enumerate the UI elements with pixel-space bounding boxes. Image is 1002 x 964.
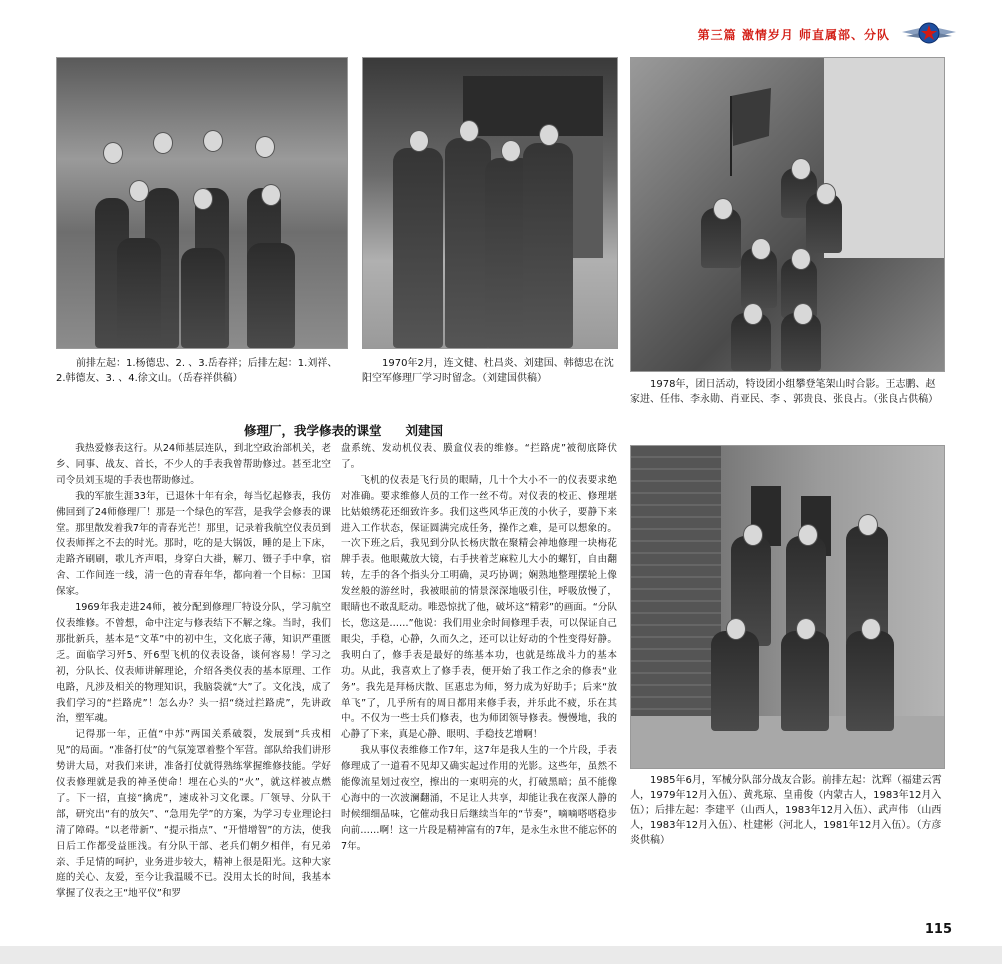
section-header-title: 第三篇 激情岁月 师直属部、分队 [697, 28, 890, 42]
photo-3-caption: 1978年，团日活动，特设团小组攀登笔架山时合影。王志鹏、赵家进、任伟、李永勋、肖亚民、李 、郭贵良、张良占。（张良占供稿） [630, 379, 939, 405]
article-paragraph: 盘系统、发动机仪表、膜盒仪表的维修。“拦路虎”被彻底降伏了。 [341, 443, 617, 470]
article-column-2 [341, 441, 617, 855]
article-title: 修理厂，我学修表的课堂 [244, 423, 382, 438]
page-bottom-margin [0, 946, 1002, 964]
photo-four-soldiers-gate [362, 57, 618, 349]
article-paragraph: 我的军旅生涯33年，已退休十年有余，每当忆起修表，我仿佛回到了24师修理厂！那是一个绿色的军营，是我学会修表的课堂。那里散发着我7年的青春光芒！那里，记录着我航空仪表员到仪表师挥之不去的时光。那时，吃的是大锅饭，睡的是上下床，走路齐刷刷，歌儿齐声唱，身穿白大褂，解刀、镊子手中拿，宿舍、工作间连一线，清一色的青春年华，都向着一个目标：卫国保家。 [56, 490, 331, 598]
article-paragraph: 我热爱修表这行。从24师基层连队，到北空政治部机关，老乡、同事、战友、首长，不少人的手表我曾帮助修过。甚至北空司令员刘玉堤的手表也帮助修过。 [56, 443, 331, 486]
photo-2-caption: 1970年2月，连文健、杜昌炎、刘建国、韩德忠在沈阳空军修理厂学习时留念。（刘建国供稿） [362, 358, 614, 384]
article-paragraph: 1969年我走进24师，被分配到修理厂特设分队，学习航空仪表维修。不曾想，命中注定与修表结下不解之缘。当时，我们那批新兵，基本是“文革”中的初中生，文化底子薄，知识严重匮乏。面临学习歼5、歼6型飞机的仪表设备，谈何容易！学习之初，分队长、仪表师讲解理论，介绍各类仪表的基本原理、工作电路，凡涉及相关的物理知识，我脑袋就“大”了。文化浅，成了我们学习的“拦路虎”！怎么办？头一招“绕过拦路虎”，先讲政治，塑军魂。 [56, 602, 331, 725]
photo-4-caption: 1985年6月，军械分队部分战友合影。前排左起：沈辉（福建云霄人，1979年12月入伍）、黄兆琼、皇甫俊（内蒙古人，1983年12月入伍）；后排左起：李建平（山西人，1983年12月入伍）、武声伟 （山西人，1983年12月入伍）、杜建彬（河北人，1981年12月入伍）。（方彦炎供稿） [630, 775, 942, 846]
photo-ordnance-group [630, 445, 945, 769]
article-paragraph: 记得那一年，正值“中苏”两国关系破裂，发展到“兵戎相见”的局面。“准备打仗”的气氛笼罩着整个军营。部队给我们讲形势讲大局，对我们来讲，准备打仗就得熟练掌握维修技能。学好仪表修理就是我的神圣使命！埋在心头的“火”，就这样被点燃了。下一招，直接“擒虎”，速成补习文化课。厂领导、分队干部，研究出“有的放矢”、“急用先学”的方案，为学习专业理论扫清了障碍。“以老带新”、“提示指点”、“开惜增智”的方法，使我日后工作都受益匪浅。有分队干部、老兵们朝夕相伴，有兄弟亲、手足情的呵护，业务进步较大，精神上很是阳光。这种大家庭的关心、友爱，至今让我温暖不已。没用太长的时间，我基本掌握了仪表之王“地平仪”和罗 [56, 729, 331, 900]
article-author: 刘建国 [405, 423, 444, 438]
air-force-emblem-icon [902, 18, 956, 48]
article-paragraph: 我从事仪表维修工作7年，这7年是我人生的一个片段，手表修理成了一道看不见却又确实起过作用的光影。这些年，虽然不能像流星划过夜空，擦出的一束明亮的火，打破黑暗；虽不能像心海中的一次波澜翻涌，不足让人共享，却能让我在夜深人静的时候细细品味，它催动我日后继续当年的“节奏”，嘀嘀嗒嗒稳步向前……啊！这一片段是精神富有的7年，是永生永世不能忘怀的7年。 [341, 745, 617, 852]
page-number: 115 [924, 922, 952, 937]
article-title-block [244, 421, 443, 439]
article-paragraph: 飞机的仪表是飞行员的眼睛，几十个大小不一的仪表要求绝对准确。要求维修人员的工作一丝不苟。对仪表的校正、修理堪比姑娘绣花还细致许多。我们这些风华正茂的小伙子，要静下来进入工作状态，保证圆满完成任务，操作之难，是可以想象的。一次下班之后，我见到分队长杨庆散在聚精会神地修理一块梅花牌手表。他眼戴放大镜，右手挟着芝麻粒儿大小的螺钉，自由翻转，左手的各个指头分工明确，灵巧协调；娴熟地整理摆轮上像发丝般的游丝时，我被眼前的情景深深地吸引住，呼吸放慢了，眼睛也不敢乱眨动。唯恐惊扰了他，破坏这“精彩”的画面。“分队长，您这是……”他说：我们用业余时间修理手表，可以保证自己眼尖，手稳，心静，久而久之，还可以让好动的个性变得好静。我明白了，修手表是最好的练基本功，也就是练战斗力的基本功。从此，我喜欢上了修手表，便开始了我工作之余的修表“业务”。我先是拜杨庆散、匡惠忠为师，努力成为好助手；后来“放单飞”了，几乎所有的周日都用来修手表，并乐此不疲，乐在其中。不仅为一些士兵们修表，也为师团领导修表。慢慢地，我的心静了下来，真是心静、眼明、手稳技艺增啊！ [341, 474, 617, 741]
photo-mountain-climb-group [630, 57, 945, 372]
photo-group-portrait [56, 57, 348, 349]
photo-1-caption: 前排左起：1.杨德忠、2. 、3.岳春祥；后排左起：1.刘祥、2.韩德友、3. 、4.徐文山。（岳春祥供稿） [56, 358, 338, 384]
article-column-1 [56, 441, 331, 902]
